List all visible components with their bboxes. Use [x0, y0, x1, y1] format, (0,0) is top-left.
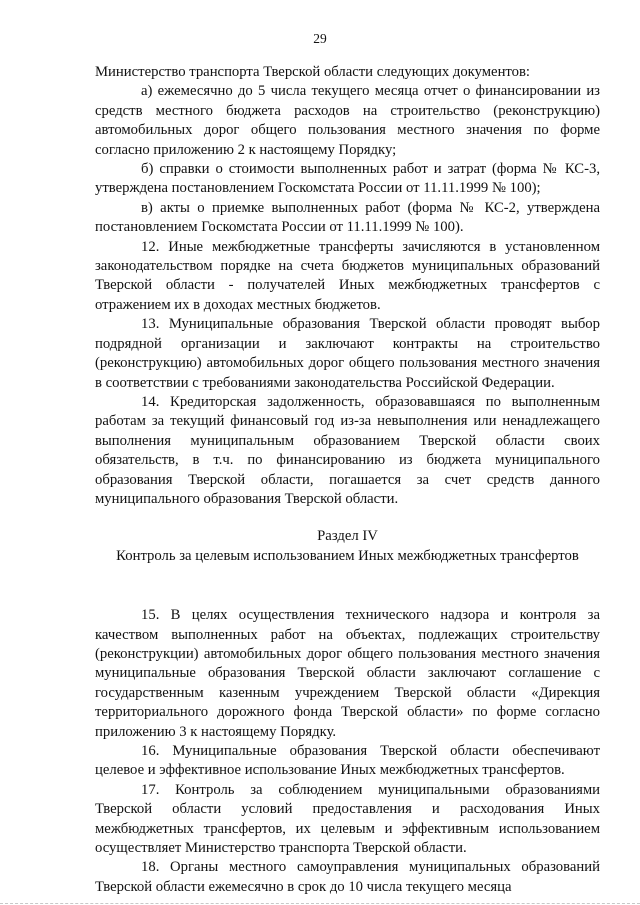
paragraph-18: 18. Органы местного самоуправления муниципальных образований Тверской области ежемесячно в срок до 10 числа текущего месяца [95, 859, 600, 895]
section-subtitle: Контроль за целевым использованием Иных межбюджетных трансфертов [116, 547, 579, 564]
paragraph-item-b: б) справки о стоимости выполненных работ и затрат (форма № КС-3, утверждена постановлением Госкомстата России от 11.11.1999 № 100); [95, 161, 600, 197]
paragraph-12: 12. Иные межбюджетные трансферты зачисляются в установленном законодательством порядке на счета бюджетов муниципальных образований Тверской области - получателей Иных межбюджетных трансфертов с отражением их в доходах местных бюджетов. [95, 238, 600, 313]
paragraph-15: 15. В целях осуществления технического надзора и контроля за качеством выполненных работ на объектах, подлежащих строительству (реконструкции) автомобильных дорог общего пользования местного значения муниципальные образования Тверской области заключают соглашение с государственным казенным учреждением Тверской области «Дирекция территориального дорожного фонда Тверской области» по форме согласно приложению 3 к настоящему Порядку. [95, 607, 600, 740]
page-number: 29 [313, 31, 327, 46]
paragraph-17: 17. Контроль за соблюдением муниципальными образованиями Тверской области условий предоставления и расходования Иных межбюджетных трансфертов, их целевым и эффективным использованием осуществляет Министерство транспорта Тверской области. [95, 781, 600, 857]
document-body [95, 63, 600, 897]
paragraph-16: 16. Муниципальные образования Тверской области обеспечивают целевое и эффективное использование Иных межбюджетных трансфертов. [95, 743, 600, 779]
section-title: Раздел IV [317, 528, 378, 545]
paragraph-item-a: а) ежемесячно до 5 числа текущего месяца отчет о финансировании из средств местного бюджета расходов на строительство (реконструкцию) автомобильных дорог общего пользования местного значения по форме согласно приложению 2 к настоящему Порядку; [95, 83, 600, 158]
paragraph-item-c: в) акты о приемке выполненных работ (форма № КС-2, утверждена постановлением Госкомстата России от 11.11.1999 № 100). [95, 199, 600, 236]
paragraph-13: 13. Муниципальные образования Тверской области проводят выбор подрядной организации и заключают контракты на строительство (реконструкцию) автомобильных дорог общего пользования местного значения в соответствии с требованиями законодательства Российской Федерации. [95, 316, 600, 391]
paragraph-14: 14. Кредиторская задолженность, образовавшаяся по выполненным работам за текущий финансовый год из-за невыполнения или ненадлежащего выполнения муниципальным образованием Тверской области своих обязательств, в т.ч. по финансированию из бюджета муниципального образования Тверской области, погашается за счет средств данного муниципального образования Тверской области. [95, 393, 600, 507]
paragraph-intro: Министерство транспорта Тверской области следующих документов: [95, 64, 531, 80]
